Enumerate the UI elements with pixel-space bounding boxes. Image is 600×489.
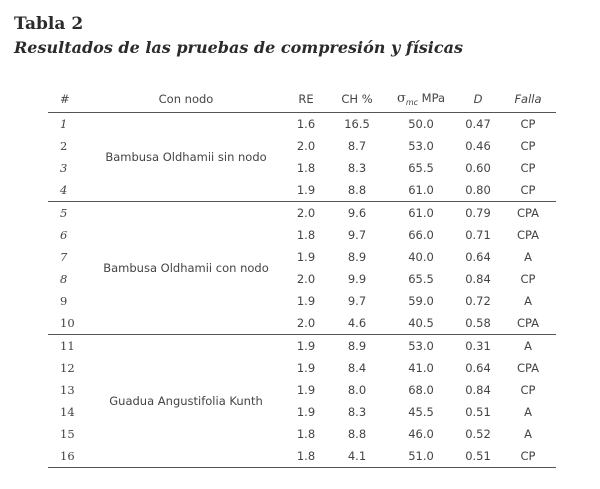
cell-ch: 4.1 <box>328 445 386 468</box>
header-falla: Falla <box>500 86 556 113</box>
cell-num: 16 <box>48 445 88 468</box>
table-row <box>48 202 556 225</box>
cell-re: 1.9 <box>296 383 316 397</box>
cell-ch: 8.3 <box>347 405 367 419</box>
cell-re: 1.9 <box>296 294 316 308</box>
cell-ch: 9.9 <box>347 272 367 286</box>
cell-d: 0.51 <box>465 405 491 419</box>
cell-re: 2.0 <box>296 272 316 286</box>
cell-d: 0.31 <box>465 339 491 353</box>
cell-re: 1.9 <box>296 250 316 264</box>
cell-d: 0.84 <box>465 272 491 286</box>
cell-d: 0.58 <box>456 312 500 335</box>
header-sigma-unit: MPa <box>418 91 446 105</box>
cell-falla: CP <box>520 161 536 175</box>
cell-num: 10 <box>48 312 88 335</box>
cell-sigma: 46.0 <box>408 427 434 441</box>
cell-group: Bambusa Oldhamii con nodo <box>88 202 284 335</box>
cell-ch: 16.5 <box>344 117 370 131</box>
header-group: Con nodo <box>88 86 284 113</box>
cell-falla: CP <box>520 383 536 397</box>
cell-d: 0.84 <box>465 383 491 397</box>
cell-num: 11 <box>60 339 75 353</box>
cell-falla: CPA <box>500 312 556 335</box>
cell-sigma: 53.0 <box>408 339 434 353</box>
cell-re: 1.9 <box>284 179 328 202</box>
cell-ch: 9.7 <box>347 228 367 242</box>
cell-group: Bambusa Oldhamii sin nodo <box>88 113 284 202</box>
cell-d: 0.80 <box>456 179 500 202</box>
cell-falla: A <box>524 250 532 264</box>
cell-falla: A <box>524 405 532 419</box>
cell-re: 1.9 <box>296 405 316 419</box>
header-sigma-symbol: σ <box>396 91 406 106</box>
cell-num: 7 <box>60 250 68 264</box>
cell-sigma: 68.0 <box>408 383 434 397</box>
cell-sigma: 41.0 <box>408 361 434 375</box>
cell-falla: CP <box>520 272 536 286</box>
header-sigma <box>386 86 456 113</box>
cell-d: 0.79 <box>465 206 491 220</box>
cell-falla: CPA <box>516 228 540 242</box>
table-title: Tabla 2 <box>14 14 84 34</box>
cell-num: 12 <box>60 361 75 375</box>
cell-re: 1.8 <box>296 427 316 441</box>
cell-d: 0.51 <box>456 445 500 468</box>
cell-d: 0.60 <box>465 161 491 175</box>
cell-d: 0.47 <box>465 117 491 131</box>
cell-d: 0.64 <box>465 250 491 264</box>
cell-sigma: 45.5 <box>408 405 434 419</box>
cell-num: 5 <box>60 206 68 220</box>
cell-num: 9 <box>60 294 68 308</box>
cell-ch: 8.7 <box>347 139 367 153</box>
cell-group: Guadua Angustifolia Kunth <box>88 335 284 468</box>
cell-sigma: 53.0 <box>408 139 434 153</box>
cell-sigma: 40.5 <box>386 312 456 335</box>
cell-re: 1.8 <box>296 161 316 175</box>
cell-ch: 8.8 <box>328 179 386 202</box>
cell-ch: 8.4 <box>347 361 367 375</box>
cell-falla: A <box>524 339 532 353</box>
cell-falla: CPA <box>516 206 540 220</box>
cell-re: 1.6 <box>296 117 316 131</box>
cell-num: 8 <box>60 272 68 286</box>
cell-ch: 8.9 <box>347 250 367 264</box>
cell-ch: 8.8 <box>347 427 367 441</box>
cell-sigma: 65.5 <box>408 161 434 175</box>
cell-d: 0.52 <box>465 427 491 441</box>
cell-ch: 8.9 <box>347 339 367 353</box>
cell-sigma: 59.0 <box>408 294 434 308</box>
table-row <box>48 113 556 136</box>
header-re: RE <box>284 86 328 113</box>
header-sigma-subscript: mc <box>405 98 419 107</box>
header-row <box>48 86 556 113</box>
cell-num: 4 <box>48 179 88 202</box>
cell-num: 13 <box>60 383 75 397</box>
header-d: D <box>456 86 500 113</box>
cell-d: 0.71 <box>465 228 491 242</box>
cell-re: 1.9 <box>296 361 316 375</box>
header-ch: CH % <box>328 86 386 113</box>
cell-sigma: 65.5 <box>408 272 434 286</box>
cell-ch: 9.6 <box>347 206 367 220</box>
cell-ch: 9.7 <box>347 294 367 308</box>
cell-re: 1.8 <box>284 445 328 468</box>
cell-ch: 4.6 <box>328 312 386 335</box>
cell-falla: CP <box>500 445 556 468</box>
cell-falla: CP <box>520 117 536 131</box>
cell-num: 15 <box>60 427 75 441</box>
cell-num: 14 <box>60 405 75 419</box>
cell-falla: A <box>524 427 532 441</box>
cell-sigma: 61.0 <box>386 179 456 202</box>
cell-sigma: 40.0 <box>408 250 434 264</box>
cell-sigma: 51.0 <box>386 445 456 468</box>
table-subtitle: Resultados de las pruebas de compresión y físicas <box>14 38 463 57</box>
cell-re: 2.0 <box>284 312 328 335</box>
cell-re: 1.8 <box>296 228 316 242</box>
cell-d: 0.72 <box>465 294 491 308</box>
cell-sigma: 66.0 <box>408 228 434 242</box>
cell-sigma: 50.0 <box>408 117 434 131</box>
cell-falla: CP <box>500 179 556 202</box>
cell-re: 1.9 <box>296 339 316 353</box>
cell-re: 2.0 <box>296 139 316 153</box>
cell-falla: CPA <box>516 361 540 375</box>
results-table <box>48 86 556 468</box>
table-row <box>48 335 556 358</box>
cell-num: 6 <box>60 228 68 242</box>
header-num: # <box>48 86 88 113</box>
cell-num: 1 <box>60 117 68 131</box>
cell-ch: 8.0 <box>347 383 367 397</box>
cell-num: 3 <box>60 161 68 175</box>
cell-sigma: 61.0 <box>408 206 434 220</box>
table-body <box>48 113 556 468</box>
cell-re: 2.0 <box>296 206 316 220</box>
cell-d: 0.46 <box>465 139 491 153</box>
cell-d: 0.64 <box>465 361 491 375</box>
cell-num: 2 <box>60 139 68 153</box>
cell-ch: 8.3 <box>347 161 367 175</box>
cell-falla: A <box>524 294 532 308</box>
cell-falla: CP <box>520 139 536 153</box>
